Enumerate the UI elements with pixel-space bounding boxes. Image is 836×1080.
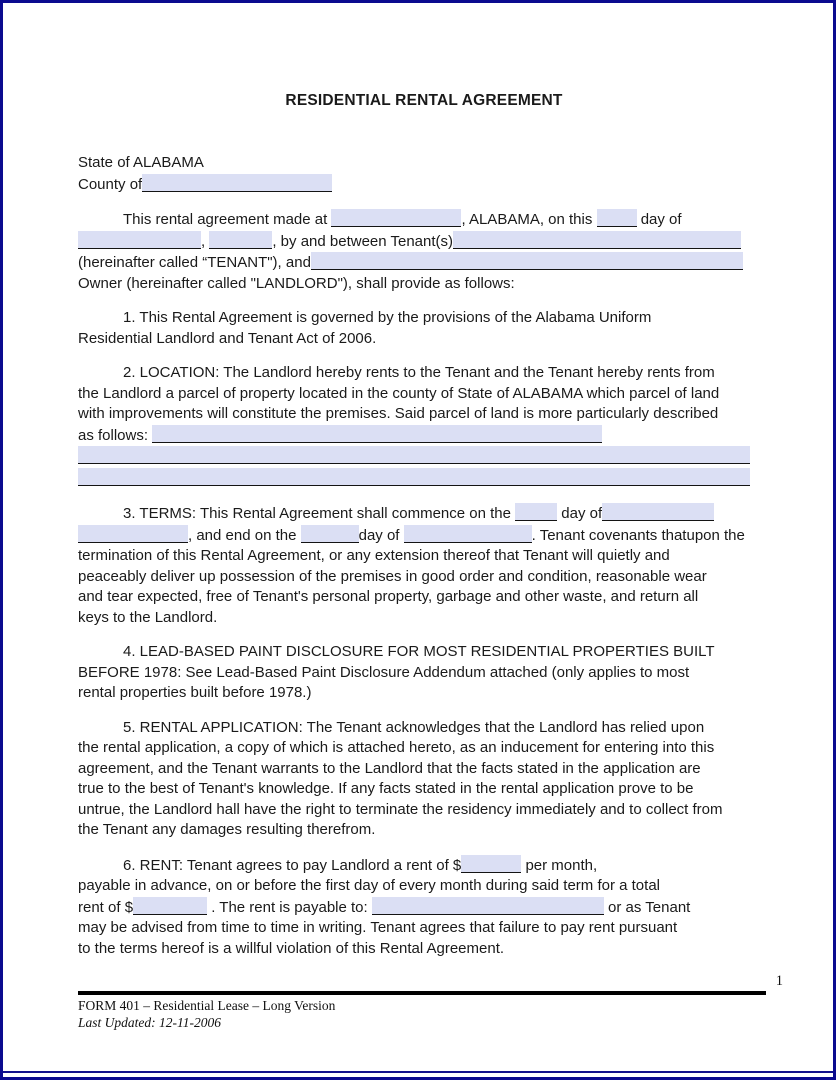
text-run: (hereinafter called “TENANT"), and: [78, 254, 311, 271]
text-run: and tear expected, free of Tenant's personal property, garbage and other waste, and return all: [78, 588, 699, 605]
text-run: rent of $: [78, 898, 134, 916]
text-run: , and end on the: [188, 526, 301, 544]
text-run: 1. This Rental Agreement is governed by the provisions of the Alabama Uniform: [123, 309, 652, 326]
text-run: 3. TERMS: This Rental Agreement shall commence on the: [123, 505, 516, 522]
text-run: BEFORE 1978: See Lead-Based Paint Disclosure Addendum attached (only applies to most: [78, 663, 690, 681]
month-field[interactable]: [78, 231, 201, 249]
text-line: [78, 329, 770, 350]
year-field[interactable]: [209, 231, 272, 249]
text-run: untrue, the Landlord hall have the right to terminate the residency immediately and to collect from: [78, 800, 723, 818]
end-day-field[interactable]: [301, 525, 359, 543]
text-line: [78, 779, 770, 800]
monthly-rent-field[interactable]: [461, 855, 521, 873]
commence-year-field[interactable]: [78, 525, 188, 543]
text-run: day of: [636, 211, 682, 228]
text-line: [78, 855, 770, 877]
text-run: 5. RENTAL APPLICATION: The Tenant acknowledges that the Landlord has relied upon: [123, 718, 705, 736]
text-run: ,: [201, 232, 210, 250]
text-run: per month,: [521, 856, 598, 874]
text-line: [78, 231, 770, 253]
document-area: [78, 90, 770, 959]
section-5-rental-application: [78, 718, 770, 841]
page-number: 1: [775, 973, 783, 989]
text-line: [78, 153, 770, 174]
text-line: [78, 209, 770, 231]
text-run: County of: [78, 175, 143, 193]
opening-paragraph: [78, 209, 770, 294]
day-field[interactable]: [597, 209, 637, 227]
property-description-2-field[interactable]: [78, 446, 750, 464]
document-body: [78, 153, 770, 959]
text-line: [78, 525, 770, 547]
text-run: as follows:: [78, 426, 153, 444]
state-county-block: [78, 153, 770, 195]
text-run: 4. LEAD-BASED PAINT DISCLOSURE FOR MOST RESIDENTIAL PROPERTIES BUILT: [123, 643, 715, 660]
section-2-location: [78, 363, 770, 489]
commence-day-field[interactable]: [515, 503, 557, 521]
text-run: termination of this Rental Agreement, or any extension thereof that Tenant will quietly and: [78, 547, 670, 564]
footer-form-line: FORM 401 – Residential Lease – Long Version: [78, 998, 336, 1013]
text-line: [78, 252, 770, 274]
property-description-1-field[interactable]: [152, 425, 602, 443]
footer-updated-line: Last Updated: 12-11-2006: [78, 1015, 221, 1030]
text-run: peaceably deliver up possession of the premises in good order and condition, reasonable wear: [78, 567, 707, 585]
made-at-city-field[interactable]: [331, 209, 461, 227]
text-run: State of ALABAMA: [78, 154, 204, 171]
text-run: . Tenant covenants thatupon the: [531, 526, 745, 544]
total-rent-field[interactable]: [133, 897, 207, 915]
text-line: [78, 683, 770, 704]
text-run: Owner (hereinafter called "LANDLORD"), shall provide as follows:: [78, 274, 515, 292]
text-run: , by and between Tenant(s): [272, 232, 454, 250]
text-run: rental properties built before 1978.): [78, 684, 312, 701]
footer-rule: [78, 991, 766, 995]
text-line: [78, 174, 770, 196]
text-line: [78, 587, 770, 608]
text-line: [78, 384, 770, 405]
text-run: agreement, and the Tenant warrants to the Landlord that the facts stated in the application are: [78, 759, 701, 777]
text-line: [78, 939, 770, 960]
text-run: , ALABAMA, on this: [461, 211, 597, 228]
text-line: [78, 759, 770, 780]
text-line: [78, 404, 770, 425]
section-1-governing-law: [78, 308, 770, 349]
text-line: [78, 663, 770, 684]
owner-field[interactable]: [311, 252, 743, 270]
text-line: [78, 800, 770, 821]
tenants-field[interactable]: [453, 231, 741, 249]
text-line: [78, 876, 770, 897]
text-run: true to the best of Tenant's knowledge. If any facts stated in the rental application prove to be: [78, 780, 694, 797]
text-line: [78, 446, 770, 468]
text-run: with improvements will constitute the premises. Said parcel of land is more particularly described: [78, 405, 719, 422]
text-line: [78, 897, 770, 919]
text-line: [78, 503, 770, 525]
text-line: [78, 738, 770, 759]
text-line: [78, 468, 770, 490]
payable-to-field[interactable]: [372, 897, 604, 915]
text-run: the Tenant any damages resulting therefrom.: [78, 821, 376, 838]
section-6-rent: [78, 855, 770, 960]
county-field[interactable]: [142, 174, 332, 192]
text-run: 2. LOCATION: The Landlord hereby rents to the Tenant and the Tenant hereby rents from: [123, 364, 715, 381]
text-run: keys to the Landlord.: [78, 608, 218, 626]
text-run: 6. RENT: Tenant agrees to pay Landlord a rent of $: [123, 856, 462, 874]
text-line: [78, 363, 770, 384]
text-line: [78, 718, 770, 739]
property-description-3-field[interactable]: [78, 468, 750, 486]
text-run: . The rent is payable to:: [207, 898, 372, 916]
text-run: This rental agreement made at: [123, 211, 332, 228]
text-line: [78, 567, 770, 588]
text-line: [78, 642, 770, 663]
section-4-lead-paint: [78, 642, 770, 704]
bottom-trim-line: [3, 1071, 833, 1073]
section-3-terms: [78, 503, 770, 628]
text-line: [78, 274, 770, 295]
text-run: day of: [358, 526, 404, 544]
text-line: [78, 546, 770, 567]
text-run: day of: [557, 505, 603, 522]
text-line: [78, 608, 770, 629]
end-month-field[interactable]: [404, 525, 532, 543]
text-run: may be advised from time to time in writing. Tenant agrees that failure to pay rent pursuant: [78, 919, 678, 936]
text-run: the Landlord a parcel of property located in the county of State of ALABAMA which parcel of land: [78, 384, 720, 402]
text-run: payable in advance, on or before the first day of every month during said term for a total: [78, 877, 660, 894]
text-run: or as Tenant: [603, 898, 691, 916]
page-footer: [78, 972, 785, 1031]
text-line: [78, 308, 770, 329]
document-title: RESIDENTIAL RENTAL AGREEMENT: [285, 92, 563, 109]
text-line: [78, 820, 770, 841]
text-run: to the terms hereof is a willful violation of this Rental Agreement.: [78, 939, 505, 957]
commence-month-field[interactable]: [602, 503, 714, 521]
text-line: [78, 425, 770, 447]
text-run: the rental application, a copy of which is attached hereto, as an inducement for entering into this: [78, 739, 715, 756]
text-line: [78, 918, 770, 939]
text-run: Residential Landlord and Tenant Act of 2006.: [78, 329, 377, 347]
